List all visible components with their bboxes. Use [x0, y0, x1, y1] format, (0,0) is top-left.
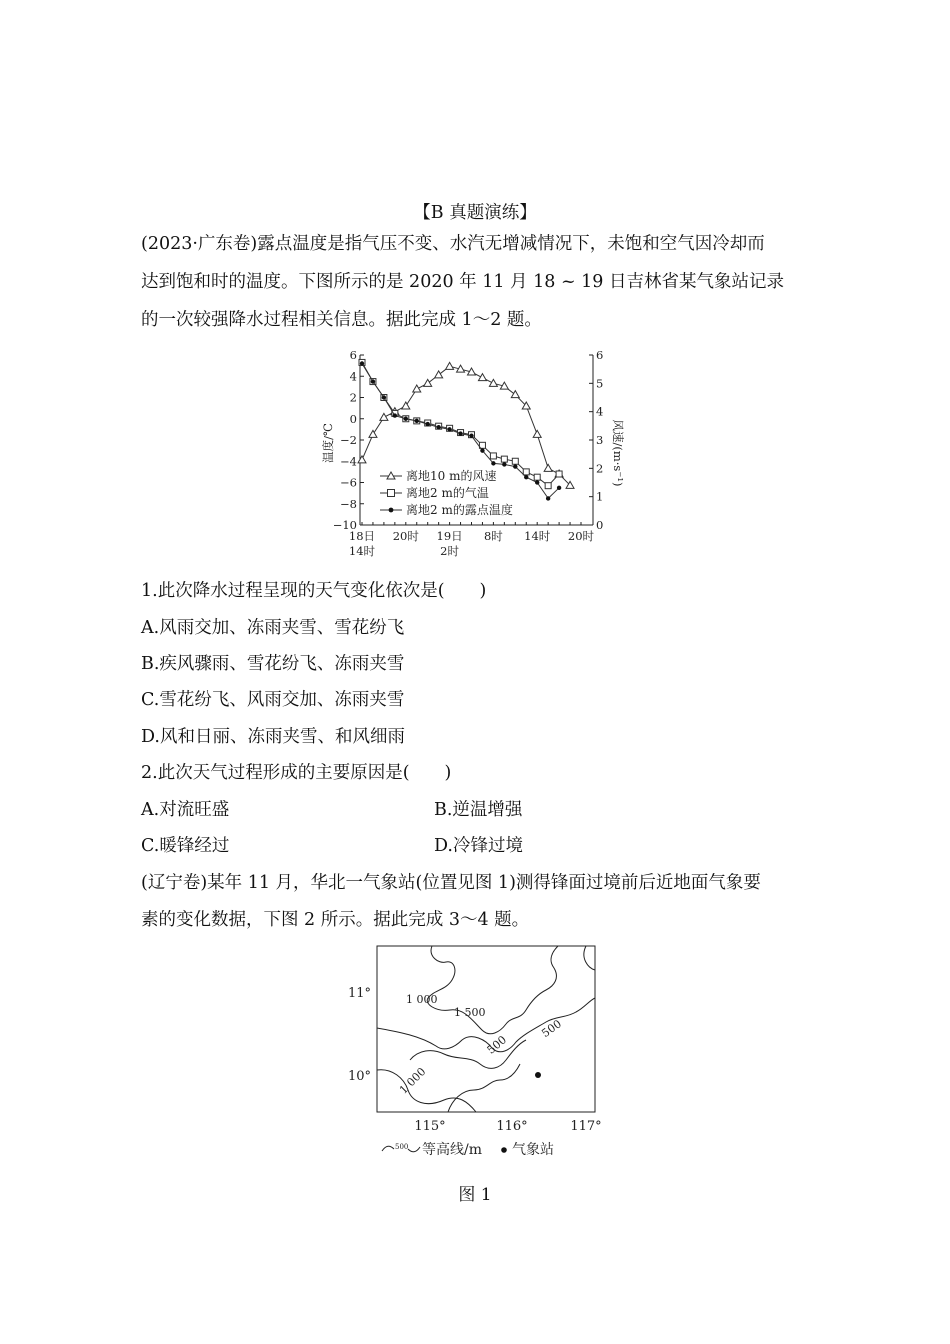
station-dot-icon	[535, 1072, 541, 1078]
right-tick-label: 1	[596, 489, 604, 504]
right-tick-label: 0	[596, 518, 604, 532]
right-y-ticks	[589, 348, 603, 532]
x-tick-label: 8时	[483, 529, 503, 543]
wind-point	[424, 379, 432, 386]
intro1-line1: (2023·广东卷)露点温度是指气压不变、水汽无增减情况下，未饱和空气因冷却而	[141, 234, 765, 254]
weather-chart	[318, 343, 625, 565]
right-tick-label: 5	[596, 376, 604, 391]
wind-point	[380, 413, 388, 420]
legend-station-text: 气象站	[512, 1142, 554, 1158]
wind-point	[489, 379, 497, 386]
x-tick-label: 20时	[567, 529, 595, 543]
intro2-line2: 素的变化数据，下图 2 所示。据此完成 3～4 题。	[141, 910, 530, 930]
series-line-0	[362, 366, 570, 485]
contour-label-1000-top: 1 000	[406, 993, 438, 1006]
q2-option-b[interactable]: B.逆温增强	[434, 800, 523, 820]
contour-label-1000-bottom: 1 000	[396, 1065, 429, 1097]
lon-label-115: 115°	[414, 1119, 446, 1134]
dew-point	[426, 422, 430, 426]
right-tick-label: 4	[596, 404, 604, 419]
lon-label-117: 117°	[570, 1119, 602, 1134]
left-tick-label: 6	[349, 348, 357, 362]
section-title: 【B 真题演练】	[413, 203, 537, 223]
series-line-1	[362, 362, 559, 485]
left-tick-label: −8	[340, 496, 357, 511]
lat-label-10: 10°	[348, 1069, 372, 1084]
left-y-ticks	[333, 348, 364, 532]
contour-label-1500: 1 500	[454, 1006, 486, 1019]
contour-map	[340, 940, 615, 1168]
right-axis-title: 风速/(m·s⁻¹)	[611, 419, 625, 487]
x-tick-label-line2: 14时	[348, 544, 376, 558]
wind-point	[369, 430, 377, 437]
wind-point	[533, 430, 541, 437]
left-tick-label: −4	[340, 454, 357, 469]
dew-point	[393, 413, 397, 417]
temp-point	[501, 456, 507, 462]
right-tick-label: 6	[596, 348, 604, 362]
x-tick-label-line2: 2时	[440, 544, 460, 558]
q1-option-d[interactable]: D.风和日丽、冻雨夹雪、和风细雨	[141, 727, 405, 747]
q1-option-a[interactable]: A.风雨交加、冻雨夹雪、雪花纷飞	[141, 618, 405, 638]
legend-contour-text: 等高线/m	[422, 1142, 482, 1158]
dew-point	[360, 361, 364, 365]
figure-1-caption: 图 1	[458, 1185, 492, 1205]
x-ticks	[349, 522, 595, 558]
legend-temp: 离地2 m的气温	[406, 486, 489, 500]
wind-point	[413, 385, 421, 392]
dew-point	[524, 475, 528, 479]
wind-point	[478, 374, 486, 381]
intro1-line3: 的一次较强降水过程相关信息。据此完成 1～2 题。	[141, 310, 542, 330]
legend-dew: 离地2 m的露点温度	[406, 503, 513, 517]
intro2-line1: (辽宁卷)某年 11 月，华北一气象站(位置见图 1)测得锋面过境前后近地面气象要	[141, 873, 761, 893]
x-tick-label: 14时	[524, 529, 551, 543]
q1-option-c[interactable]: C.雪花纷飞、风雨交加、冻雨夹雪	[141, 690, 405, 710]
intro1-line2: 达到饱和时的温度。下图所示的是 2020 年 11 月 18 ~ 19 日吉林省某气象站记录	[141, 272, 785, 292]
contour-label-500-mid: 500	[484, 1033, 510, 1057]
right-tick-label: 2	[596, 461, 604, 476]
temp-point	[490, 453, 496, 459]
dew-point	[535, 480, 539, 484]
legend-contour-left-icon	[382, 1146, 394, 1151]
dew-point	[546, 496, 550, 500]
wind-point	[446, 362, 454, 369]
legend-contour-right-icon	[408, 1147, 420, 1152]
temp-point	[545, 483, 551, 489]
left-tick-label: −2	[340, 433, 357, 447]
wind-point	[544, 464, 552, 471]
q2-option-c[interactable]: C.暖锋经过	[141, 836, 230, 856]
dew-point	[404, 417, 408, 421]
legend-dot-icon	[389, 508, 394, 513]
temp-point	[556, 471, 562, 477]
legend-station-icon	[501, 1147, 507, 1153]
lat-label-11: 11°	[348, 986, 372, 1001]
x-tick-label: 19日	[436, 529, 463, 543]
dew-point	[447, 427, 451, 431]
x-tick-label: 20时	[392, 529, 419, 543]
contour-label-500-right: 500	[539, 1017, 564, 1041]
legend-wind: 离地10 m的风速	[406, 469, 497, 483]
dew-point	[436, 425, 440, 429]
dew-point	[382, 395, 386, 399]
q1-option-b[interactable]: B.疾风骤雨、雪花纷飞、冻雨夹雪	[141, 654, 405, 674]
dew-point	[458, 431, 462, 435]
left-tick-label: −10	[332, 518, 357, 532]
left-tick-label: 4	[349, 369, 357, 384]
left-tick-label: 2	[349, 390, 357, 405]
x-tick-label: 18日	[348, 529, 376, 543]
wind-point	[358, 456, 366, 463]
temp-point	[534, 474, 540, 480]
q2-stem: 2.此次天气过程形成的主要原因是( )	[141, 763, 452, 783]
dew-point	[513, 464, 517, 468]
dew-point	[557, 486, 561, 490]
q2-option-a[interactable]: A.对流旺盛	[141, 800, 230, 820]
dew-point	[469, 434, 473, 438]
chart-legend	[380, 468, 513, 517]
right-tick-label: 3	[596, 433, 604, 447]
q2-option-d[interactable]: D.冷锋过境	[434, 836, 523, 856]
wind-point	[435, 371, 443, 378]
wind-point	[402, 402, 410, 409]
dew-point	[502, 462, 506, 466]
q1-stem: 1.此次降水过程呈现的天气变化依次是( )	[141, 581, 487, 601]
map-legend	[382, 1141, 554, 1158]
dew-point	[480, 448, 484, 452]
left-tick-label: 0	[349, 411, 357, 426]
dew-point	[415, 419, 419, 423]
legend-square-icon	[388, 490, 395, 497]
lat-labels	[348, 986, 371, 1084]
dew-point	[491, 461, 495, 465]
temp-point	[523, 469, 529, 475]
left-tick-label: −6	[340, 475, 357, 490]
legend-contour-sample: 500	[395, 1143, 409, 1151]
dew-point	[371, 379, 375, 383]
wind-point	[511, 391, 519, 398]
temp-point	[512, 458, 518, 464]
left-axis-title: 温度/℃	[321, 423, 335, 463]
lon-labels	[414, 1119, 601, 1134]
lon-label-116: 116°	[496, 1119, 528, 1134]
